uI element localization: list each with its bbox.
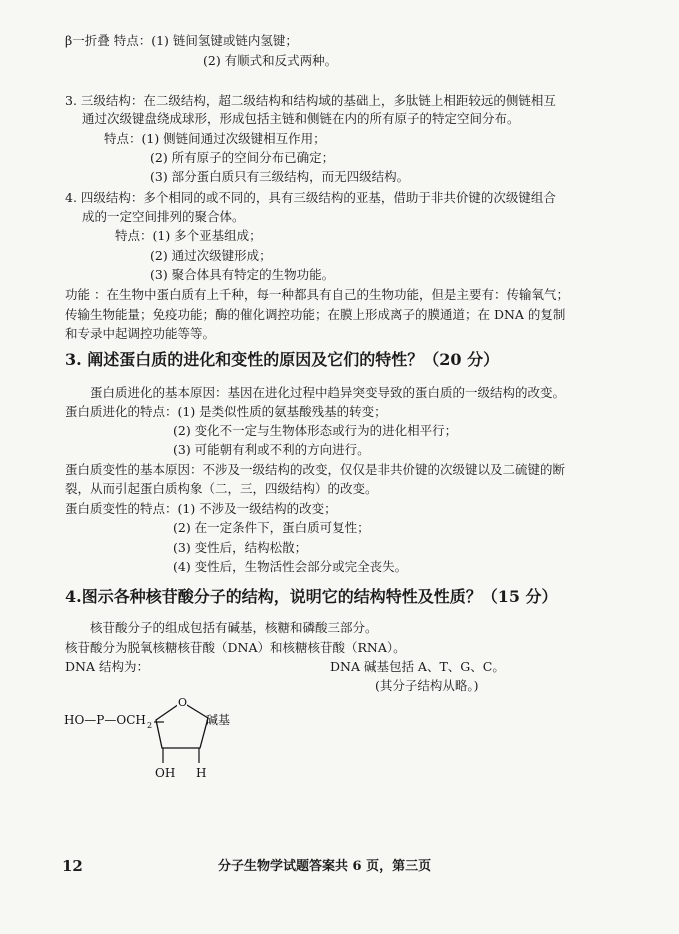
text-line: 特点：(1) 多个亚基组成；: [115, 228, 262, 243]
text-line: 功能 ：在生物中蛋白质有上千种，每一种都具有自己的生物功能，但是主要有：传输氧气；: [65, 287, 569, 302]
text-line: 裂，从而引起蛋白质构象（二，三，四级结构）的改变。: [65, 481, 378, 496]
text-line: β一折叠 特点：(1) 链间氢键或链内氢键；: [65, 33, 298, 48]
text-line: (3) 部分蛋白质只有三级结构，而无四级结构。: [150, 169, 410, 184]
text-line: 核苷酸分为脱氧核糖核苷酸（DNA）和核糖核苷酸（RNA）。: [65, 640, 406, 655]
text-line: 蛋白质变性的特点：(1) 不涉及一级结构的改变；: [65, 501, 337, 516]
phosphate-label: HO—P—OCH: [64, 713, 146, 727]
text-line: (2) 所有原子的空间分布已确定；: [150, 150, 335, 165]
text-line: DNA 碱基包括 A、T、G、C。: [330, 659, 505, 674]
hydroxyl-label: OH: [155, 766, 176, 780]
nucleotide-structure-diagram: [50, 692, 250, 792]
text-line: (3) 变性后，结构松散；: [173, 540, 308, 555]
text-line: 传输生物能量；免疫功能；酶的催化调控功能；在膜上形成离子的膜通道；在 DNA 的复制: [65, 307, 566, 322]
text-line: 蛋白质进化的特点：(1) 是类似性质的氨基酸残基的转变；: [65, 404, 387, 419]
text-line: (3) 可能朝有利或不利的方向进行。: [173, 442, 370, 457]
text-line: 3. 三级结构：在二级结构，超二级结构和结构域的基础上，多肽链上相距较远的侧链相互: [65, 93, 556, 108]
footer-text: 分子生物学试题答案共 6 页，第三页: [218, 859, 432, 874]
text-line: (2) 有顺式和反式两种。: [203, 53, 338, 68]
text-line: 4. 四级结构：多个相同的或不同的，具有三级结构的亚基，借助于非共价键的次级键组合: [65, 190, 556, 205]
text-line: (4) 变性后，生物活性会部分或完全丧失。: [173, 559, 408, 574]
text-line: 蛋白质变性的基本原因：不涉及一级结构的改变，仅仅是非共价键的次级键以及二硫键的断: [65, 462, 566, 477]
text-line: DNA 结构为：: [65, 659, 149, 674]
question-heading: 3. 阐述蛋白质的进化和变性的原因及它们的特性？（20 分）: [65, 350, 500, 369]
hydrogen-label: H: [196, 766, 207, 780]
text-line: 蛋白质进化的基本原因：基因在进化过程中趋异突变导致的蛋白质的一级结构的改变。: [90, 385, 566, 400]
base-label: 碱基: [206, 713, 231, 727]
text-line: (3) 聚合体具有特定的生物功能。: [150, 267, 335, 282]
text-line: 核苷酸分子的组成包括有碱基，核糖和磷酸三部分。: [90, 620, 378, 635]
ch2-subscript: 2: [147, 721, 153, 730]
text-line: (2) 变化不一定与生物体形态或行为的进化相平行；: [173, 423, 458, 438]
text-line: 特点：(1) 侧链间通过次级键相互作用；: [104, 131, 326, 146]
text-line: 成的一定空间排列的聚合体。: [82, 209, 245, 224]
text-line: (2) 在一定条件下，蛋白质可复性；: [173, 520, 370, 535]
text-line: 通过次级键盘绕成球形，形成包括主链和侧链在内的所有原子的特定空间分布。: [82, 111, 520, 126]
question-heading: 4.图示各种核苷酸分子的结构，说明它的结构特性及性质？（15 分）: [65, 587, 558, 606]
page-number: 12: [62, 857, 83, 875]
text-line: (2) 通过次级键形成；: [150, 248, 272, 263]
text-line: 和专录中起调控功能等等。: [65, 326, 216, 341]
text-line: (其分子结构从略。): [375, 678, 479, 693]
ring-oxygen-label: O: [178, 696, 188, 709]
